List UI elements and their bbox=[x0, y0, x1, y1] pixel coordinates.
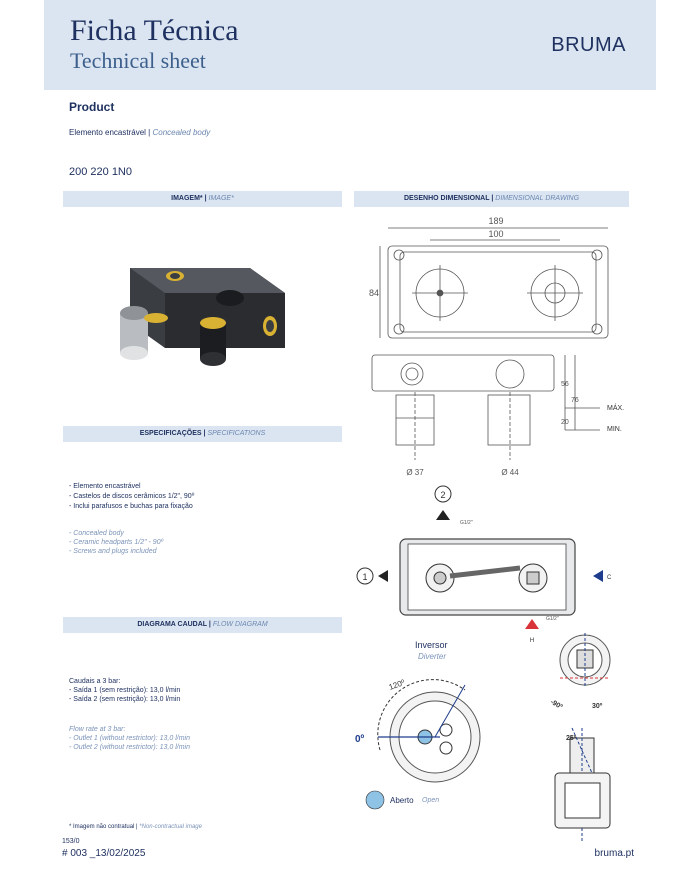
image-section-bar bbox=[63, 191, 342, 207]
diverter-label-en: Diverter bbox=[418, 652, 447, 661]
min-label: MIN. bbox=[607, 426, 622, 433]
g12-label: G1/2" bbox=[546, 616, 559, 622]
open-label-en: Open bbox=[422, 797, 440, 804]
non-contractual-note bbox=[69, 824, 202, 830]
angle-minus-90: -90º bbox=[549, 698, 564, 712]
website-link[interactable]: bruma.pt bbox=[594, 848, 634, 859]
image-title-pt: IMAGEM* bbox=[171, 195, 203, 202]
separator: | bbox=[203, 430, 206, 437]
dim-189: 189 bbox=[488, 216, 504, 226]
product-description bbox=[69, 128, 210, 137]
open-indicator bbox=[365, 789, 465, 811]
flow-list-pt bbox=[69, 677, 180, 704]
angle-25: 25º bbox=[566, 735, 577, 742]
separator: | bbox=[491, 195, 494, 202]
spec-item: - Elemento encastrável bbox=[69, 483, 141, 490]
flow-list-en bbox=[69, 725, 190, 752]
separator: | bbox=[148, 128, 151, 137]
outlet-2-number: 2 bbox=[440, 490, 446, 500]
spec-item: - Inclui parafusos e buchas para fixação bbox=[69, 503, 193, 510]
specs-title-pt: ESPECIFICAÇÕES bbox=[139, 430, 202, 437]
angle-0: 0º bbox=[355, 734, 365, 745]
document-date: # 003 _13/02/2025 bbox=[62, 848, 146, 859]
angle-30: 30º bbox=[592, 703, 603, 710]
hot-label: H bbox=[529, 638, 535, 644]
version-code: 153/0 bbox=[62, 838, 80, 845]
drawing-section-bar bbox=[354, 191, 629, 207]
drawing-title-pt: DESENHO DIMENSIONAL bbox=[403, 195, 490, 202]
spec-item: - Screws and plugs included bbox=[69, 548, 157, 555]
specs-section-bar bbox=[63, 426, 342, 442]
angle-120: 120º bbox=[387, 677, 406, 692]
product-desc-pt: Elemento encastrável bbox=[69, 128, 146, 137]
flow-item: - Saída 1 (sem restrição): 13,0 l/min bbox=[69, 687, 181, 694]
flow-item: - Outlet 1 (without restrictor): 13,0 l/min bbox=[69, 735, 190, 742]
title-pt: Ficha Técnica bbox=[70, 14, 239, 47]
image-title-en: IMAGE* bbox=[208, 195, 234, 202]
max-label: MÁX. bbox=[607, 405, 625, 412]
flow-title-en: FLOW DIAGRAM bbox=[212, 621, 268, 628]
diverter-label-pt: Inversor bbox=[415, 640, 448, 650]
separator: | bbox=[208, 621, 211, 628]
dim-84: 84 bbox=[368, 288, 380, 298]
dim-100: 100 bbox=[488, 229, 504, 239]
specs-title-en: SPECIFICATIONS bbox=[207, 430, 266, 437]
dim-56: 56 bbox=[561, 381, 569, 388]
flow-item: Flow rate at 3 bar: bbox=[69, 726, 126, 733]
flow-item: - Saída 2 (sem restrição): 13,0 l/min bbox=[69, 696, 181, 703]
spec-item: - Ceramic headparts 1/2" - 90º bbox=[69, 539, 164, 546]
dim-d37: Ø 37 bbox=[406, 468, 424, 477]
note-pt: * Imagem não contratual bbox=[69, 824, 135, 830]
drawing-title-en: DIMENSIONAL DRAWING bbox=[495, 195, 580, 202]
dimensional-drawing bbox=[360, 210, 630, 485]
cold-label: C bbox=[607, 575, 612, 581]
flow-item: Caudais a 3 bar: bbox=[69, 678, 121, 685]
diverter-diagram bbox=[350, 670, 510, 800]
spec-item: - Castelos de discos cerâmicos 1/2", 90º bbox=[69, 493, 195, 500]
product-code: 200 220 1N0 bbox=[69, 166, 132, 178]
separator: | bbox=[136, 824, 138, 830]
flow-title-pt: DIAGRAMA CAUDAL bbox=[137, 621, 207, 628]
product-image bbox=[100, 248, 300, 378]
specs-list-pt bbox=[69, 482, 194, 512]
headpart-diagram bbox=[530, 628, 630, 848]
dim-20: 20 bbox=[561, 419, 569, 426]
dim-76: 76 bbox=[571, 397, 579, 404]
g12-label: G1/2" bbox=[460, 520, 473, 526]
spec-item: - Concealed body bbox=[69, 530, 124, 537]
product-desc-en: Concealed body bbox=[152, 128, 211, 137]
brand-logo: BRUMA bbox=[551, 34, 626, 56]
dim-d44: Ø 44 bbox=[501, 468, 519, 477]
flow-section-bar bbox=[63, 617, 342, 633]
flow-item: - Outlet 2 (without restrictor): 13,0 l/min bbox=[69, 744, 190, 751]
specs-list-en bbox=[69, 529, 163, 556]
product-heading: Product bbox=[69, 100, 115, 114]
note-en: *Non-contractual image bbox=[139, 824, 202, 830]
title-en: Technical sheet bbox=[70, 48, 206, 73]
open-label-pt: Aberto bbox=[390, 796, 414, 805]
separator: | bbox=[204, 195, 207, 202]
outlet-1-number: 1 bbox=[362, 572, 368, 582]
header-banner bbox=[44, 0, 656, 90]
